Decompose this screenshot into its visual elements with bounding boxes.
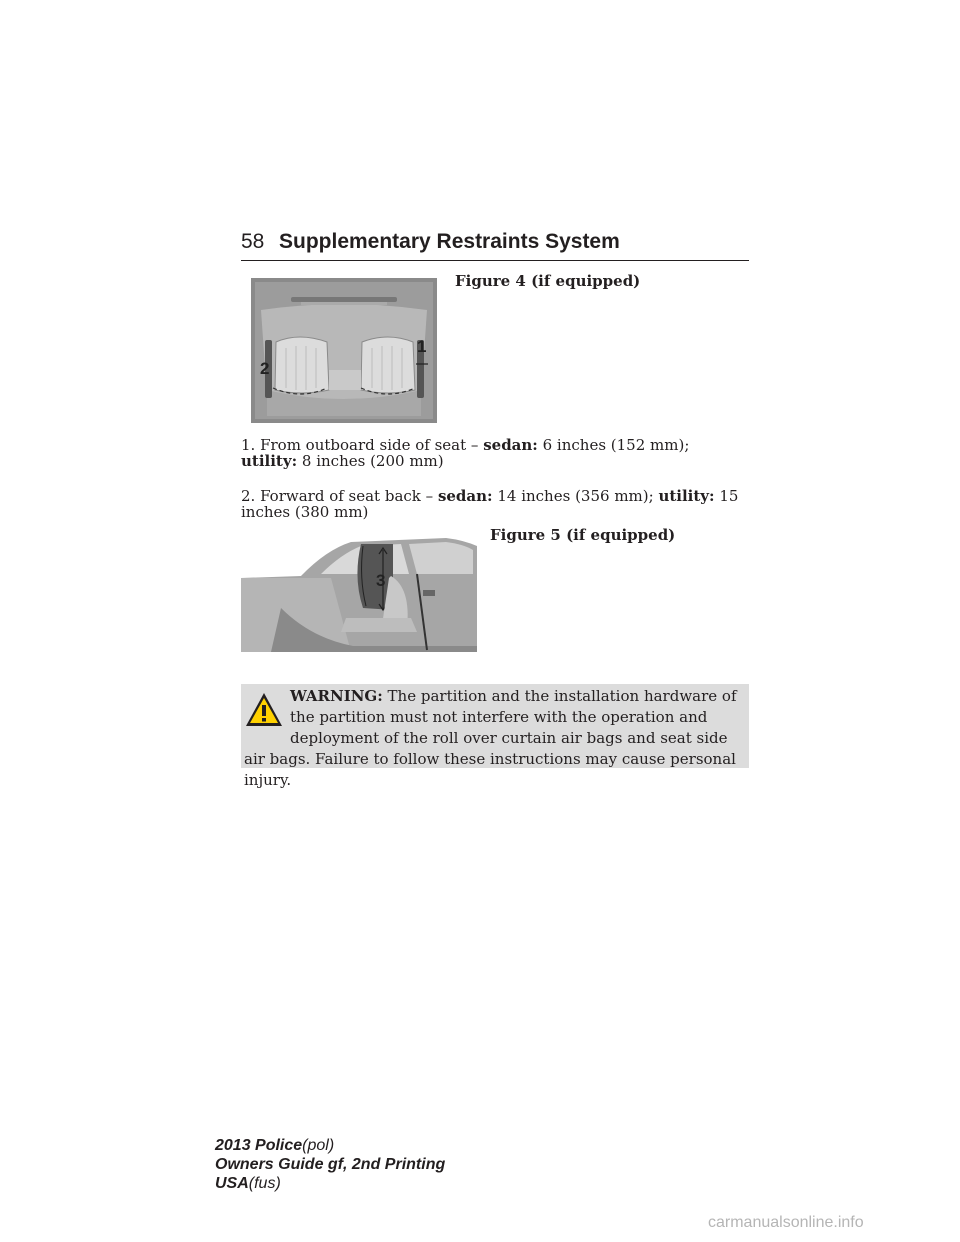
figure-4-rear-seat-illustration — [251, 278, 437, 423]
page-number: 58 — [241, 230, 265, 253]
warning-body: The partition and the installation hardware of the partition must not interfere with the operation and deployment of the roll over curtain air bags and seat side air bags. Failure to follow these instructions may cause personal injury. — [244, 687, 737, 789]
figure-4-callout-1: 1 — [417, 337, 427, 356]
list-item-2: 2. Forward of seat back – sedan: 14 inches (356 mm); utility: 15 inches (380 mm) — [241, 487, 739, 521]
footer — [215, 1136, 445, 1193]
warning-box — [241, 684, 749, 789]
footer-line-3: USA(fus) — [215, 1175, 281, 1192]
figure-5-caption: Figure 5 (if equipped) — [490, 526, 676, 544]
footer-line-2: Owners Guide gf, 2nd Printing — [215, 1156, 446, 1173]
warning-label: WARNING: — [290, 687, 383, 705]
warning-text — [244, 686, 746, 791]
section-title: Supplementary Restraints System — [279, 230, 620, 253]
watermark: carmanualsonline.info — [708, 1214, 864, 1231]
figure-5-callout-3: 3 — [376, 571, 386, 590]
warning-triangle-icon — [244, 690, 284, 730]
page-header — [241, 228, 749, 261]
figure-4-callout-2: 2 — [260, 359, 270, 378]
figure-5-car-side-illustration — [241, 538, 477, 652]
list-item-1: 1. From outboard side of seat – sedan: 6 inches (152 mm); utility: 8 inches (200 mm) — [241, 436, 690, 470]
footer-line-1: 2013 Police(pol) — [215, 1137, 335, 1154]
figure-4-caption: Figure 4 (if equipped) — [455, 272, 641, 290]
